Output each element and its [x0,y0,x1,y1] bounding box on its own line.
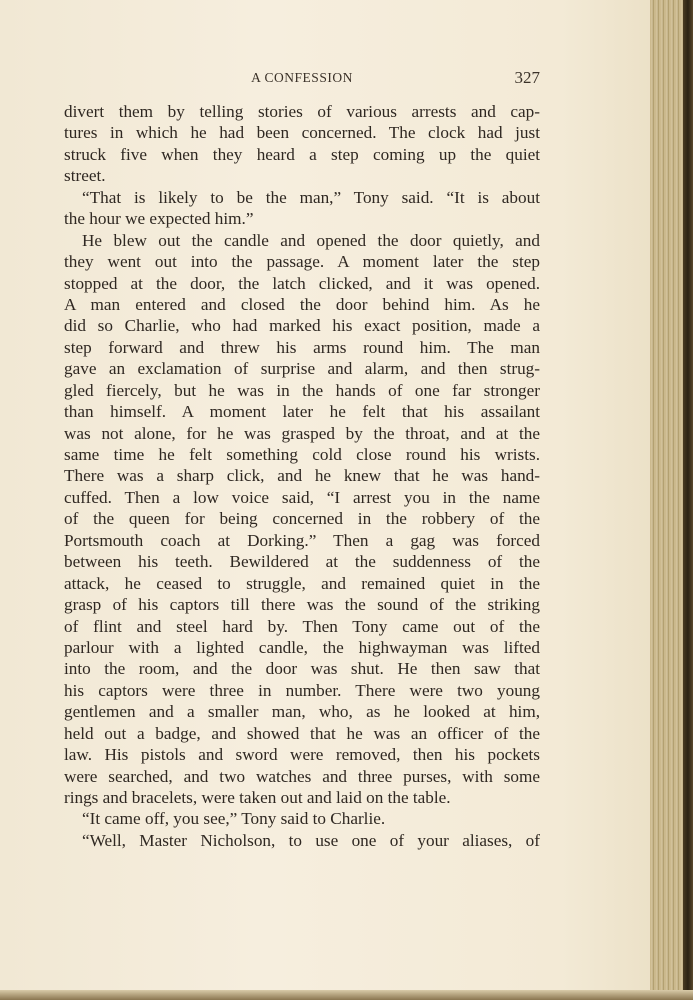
text-line: they went out into the passage. A moment later the step [64,252,540,272]
page-number: 327 [514,68,540,87]
text-line: held out a badge, and showed that he was an officer of the [64,723,540,743]
text-line: of flint and steel hard by. Then Tony came out of the [64,616,540,636]
book-spine-shadow [683,0,693,1000]
body-text [64,101,540,851]
text-line: Portsmouth coach at Dorking.” Then a gag was forced [64,530,540,550]
text-line: gentlemen and a smaller man, who, as he looked at him, [64,702,540,722]
text-line: attack, he ceased to struggle, and remained quiet in the [64,573,540,593]
text-line: parlour with a lighted candle, the highwayman was lifted [64,637,540,657]
text-line: his captors were three in number. There were two young [64,680,540,700]
text-line: A man entered and closed the door behind him. As he [64,294,540,314]
page-bottom-edge [0,990,693,1000]
text-line: There was a sharp click, and he knew that he was hand- [64,466,540,486]
text-line: law. His pistols and sword were removed, then his pockets [64,745,540,765]
text-line: He blew out the candle and opened the door quietly, and [82,230,540,250]
text-line: gave an exclamation of surprise and alarm, and then strug- [64,359,540,379]
text-line: step forward and threw his arms round him. The man [64,337,540,357]
text-line: tures in which he had been concerned. The clock had just [64,123,540,143]
text-line: into the room, and the door was shut. He then saw that [64,659,540,679]
text-line: were searched, and two watches and three purses, with some [64,766,540,786]
text-line: “Well, Master Nicholson, to use one of your aliases, of [82,830,540,850]
text-line: same time he felt something cold close round his wrists. [64,445,540,464]
text-line: gled fiercely, but he was in the hands of one far stronger [64,380,540,400]
running-header [64,68,540,90]
text-line: “That is likely to be the man,” Tony said. “It is about [82,187,540,207]
text-line: than himself. A moment later he felt that his assailant [64,402,540,422]
text-line: grasp of his captors till there was the sound of the striking [64,595,540,615]
text-line: stopped at the door, the latch clicked, and it was opened. [64,273,540,293]
running-title: A CONFESSION [251,70,353,85]
text-line: between his teeth. Bewildered at the suddenness of the [64,552,540,572]
text-line: divert them by telling stories of various arrests and cap- [64,102,540,121]
text-line: cuffed. Then a low voice said, “I arrest you in the name [64,487,540,507]
text-line: struck five when they heard a step coming up the quiet [64,144,540,164]
text-line: did so Charlie, who had marked his exact position, made a [64,316,540,336]
text-line: “It came off, you see,” Tony said to Charlie. [82,809,386,829]
text-line: of the queen for being concerned in the robbery of the [64,509,540,529]
text-line: was not alone, for he was grasped by the throat, and at the [64,423,540,443]
text-line: the hour we expected him.” [64,209,254,229]
text-line: street. [64,166,106,186]
text-line: rings and bracelets, were taken out and laid on the table. [64,788,451,807]
